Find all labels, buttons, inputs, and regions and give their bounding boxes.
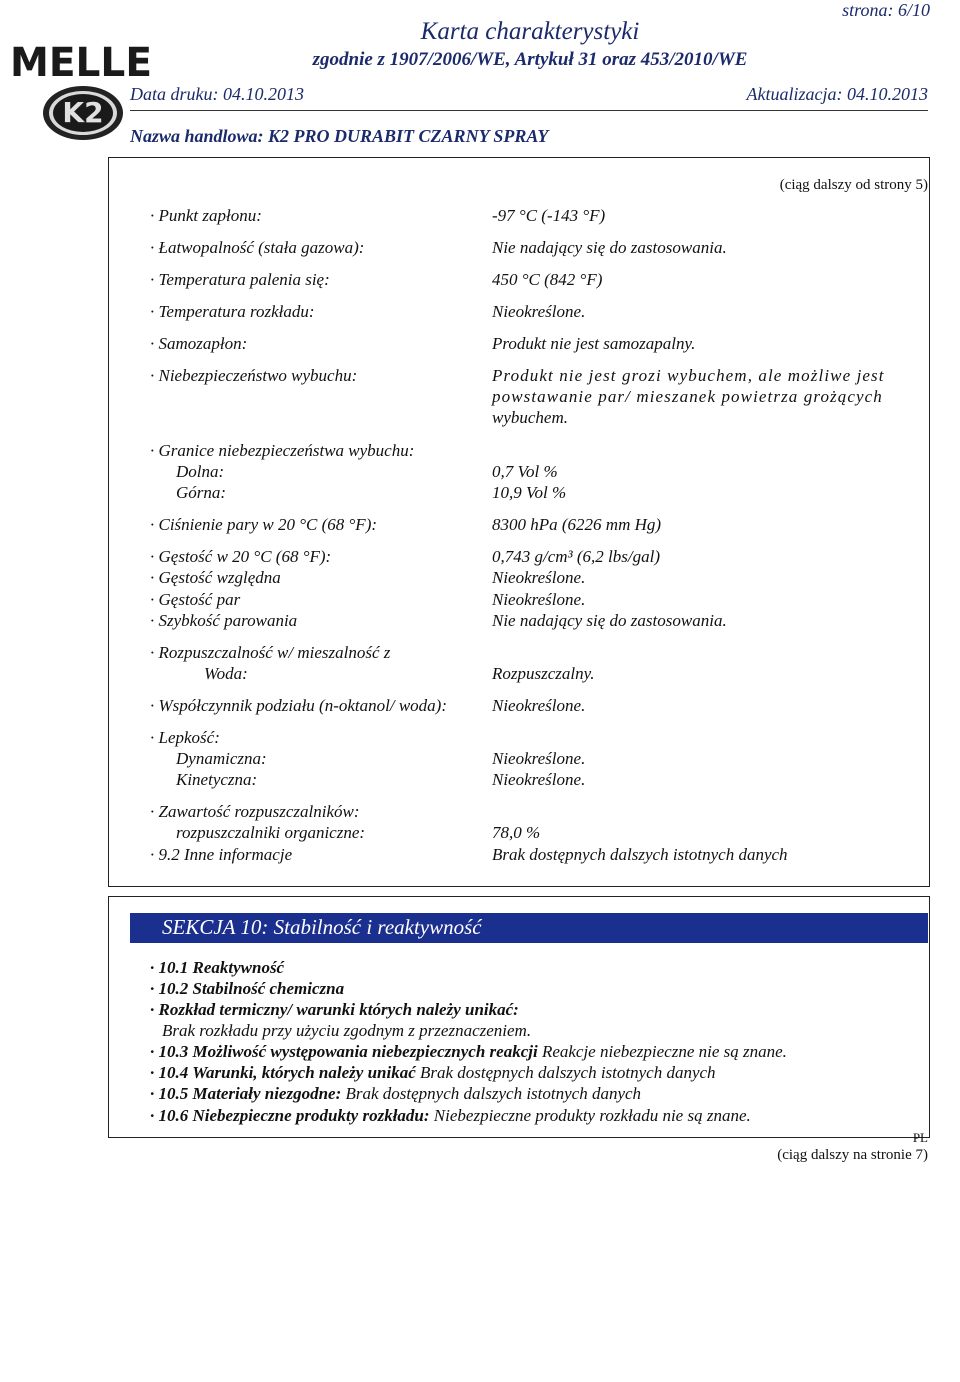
melle-logo-text: MELLE xyxy=(10,40,152,82)
vapour-pressure-value: 8300 hPa (6226 mm Hg) xyxy=(492,515,662,534)
flammability-label: · Łatwopalność (stała gazowa): xyxy=(150,238,365,257)
vapour-pressure-label: · Ciśnienie pary w 20 °C (68 °F): xyxy=(150,515,378,534)
evaporation-rate-label: · Szybkość parowania xyxy=(150,611,298,630)
hazardous-reactions-row xyxy=(150,1041,787,1062)
ignition-temp-label: · Temperatura palenia się: xyxy=(150,270,330,289)
other-info-label: · 9.2 Inne informacje xyxy=(150,845,293,864)
chemical-stability-label: · 10.2 Stabilność chemiczna xyxy=(150,979,345,998)
lower-limit-value: 0,7 Vol % xyxy=(492,462,558,481)
conditions-avoid-text: Brak dostępnych dalszych istotnych danych xyxy=(420,1063,716,1082)
continued-next-note: (ciąg dalszy na stronie 7) xyxy=(777,1147,928,1163)
ignition-temp-value: 450 °C (842 °F) xyxy=(492,270,603,289)
header-divider xyxy=(130,110,928,111)
decomposition-temp-label: · Temperatura rozkładu: xyxy=(150,302,315,321)
page-number: strona: 6/10 xyxy=(842,0,930,20)
continued-from-note: (ciąg dalszy od strony 5) xyxy=(779,177,928,193)
hazardous-reactions-label: · 10.3 Możliwość występowania niebezpiecznych reakcji xyxy=(150,1042,538,1061)
language-tag: PL xyxy=(912,1130,928,1145)
partition-coefficient-label: · Współczynnik podziału (n-oktanol/ woda): xyxy=(150,696,447,715)
relative-density-value: Nieokreślone. xyxy=(492,568,586,587)
decomposition-products-label: · 10.6 Niebezpieczne produkty rozkładu: xyxy=(150,1106,430,1125)
lower-limit-label: Dolna: xyxy=(176,462,225,481)
decomposition-products-row xyxy=(150,1105,751,1126)
water-value: Rozpuszczalny. xyxy=(492,664,595,683)
explosion-danger-value-line1: Produkt nie jest grozi wybuchem, ale możliwe jest xyxy=(492,366,885,385)
density-value: 0,743 g/cm³ (6,2 lbs/gal) xyxy=(492,547,660,566)
thermal-decomposition-label: · Rozkład termiczny/ warunki których należy unikać: xyxy=(150,1000,519,1019)
kinematic-viscosity-value: Nieokreślone. xyxy=(492,770,586,789)
flammability-value: Nie nadający się do zastosowania. xyxy=(492,238,727,257)
hazardous-reactions-text: Reakcje niebezpieczne nie są znane. xyxy=(541,1042,787,1061)
dynamic-viscosity-label: Dynamiczna: xyxy=(176,749,267,768)
other-info-value: Brak dostępnych dalszych istotnych danych xyxy=(492,845,788,864)
update-date: Aktualizacja: 04.10.2013 xyxy=(746,84,928,104)
k2-logo-text: K2 xyxy=(62,96,104,129)
viscosity-label: · Lepkość: xyxy=(150,728,220,747)
conditions-avoid-row xyxy=(150,1062,716,1083)
explosion-danger-label: · Niebezpieczeństwo wybuchu: xyxy=(150,366,358,385)
vapour-density-value: Nieokreślone. xyxy=(492,590,586,609)
explosion-limits-label: · Granice niebezpieczeństwa wybuchu: xyxy=(150,441,415,460)
melle-logo xyxy=(8,38,158,82)
vapour-density-label: · Gęstość par xyxy=(150,590,241,609)
document-title: Karta charakterystyki xyxy=(420,18,640,45)
dynamic-viscosity-value: Nieokreślone. xyxy=(492,749,586,768)
upper-limit-label: Górna: xyxy=(176,483,227,502)
explosion-danger-value-line2: powstawanie par/ mieszanek powietrza grożących xyxy=(492,387,883,406)
decomposition-products-text: Niebezpieczne produkty rozkładu nie są znane. xyxy=(433,1106,751,1125)
document-subtitle: zgodnie z 1907/2006/WE, Artykuł 31 oraz 453/2010/WE xyxy=(312,49,748,70)
incompatible-materials-text: Brak dostępnych dalszych istotnych danych xyxy=(345,1084,642,1103)
water-label: Woda: xyxy=(204,664,248,683)
reactivity-label: · 10.1 Reaktywność xyxy=(150,958,285,977)
print-date: Data druku: 04.10.2013 xyxy=(130,84,304,104)
organic-solvents-value: 78,0 % xyxy=(492,823,541,842)
incompatible-materials-row xyxy=(150,1083,641,1104)
upper-limit-value: 10,9 Vol % xyxy=(492,483,567,502)
thermal-decomposition-text: Brak rozkładu przy użyciu zgodnym z przeznaczeniem. xyxy=(162,1021,532,1040)
evaporation-rate-value: Nie nadający się do zastosowania. xyxy=(492,611,727,630)
decomposition-temp-value: Nieokreślone. xyxy=(492,302,586,321)
flash-point-value: -97 °C (-143 °F) xyxy=(492,206,606,225)
self-ignition-label: · Samozapłon: xyxy=(150,334,248,353)
section10-title: SEKCJA 10: Stabilność i reaktywność xyxy=(162,915,482,939)
solubility-label: · Rozpuszczalność w/ mieszalność z xyxy=(150,643,391,662)
conditions-avoid-label: · 10.4 Warunki, których należy unikać xyxy=(150,1063,416,1082)
partition-coefficient-value: Nieokreślone. xyxy=(492,696,586,715)
trade-name: Nazwa handlowa: K2 PRO DURABIT CZARNY SPRAY xyxy=(130,126,549,146)
solvent-content-label: · Zawartość rozpuszczalników: xyxy=(150,802,360,821)
relative-density-label: · Gęstość względna xyxy=(150,568,281,587)
explosion-danger-value-line3: wybuchem. xyxy=(492,408,569,427)
self-ignition-value: Produkt nie jest samozapalny. xyxy=(492,334,696,353)
flash-point-label: · Punkt zapłonu: xyxy=(150,206,262,225)
incompatible-materials-label: · 10.5 Materiały niezgodne: xyxy=(150,1084,342,1103)
density-label: · Gęstość w 20 °C (68 °F): xyxy=(150,547,332,566)
kinematic-viscosity-label: Kinetyczna: xyxy=(176,770,258,789)
organic-solvents-label: rozpuszczalniki organiczne: xyxy=(176,823,366,842)
k2-logo xyxy=(42,84,124,142)
